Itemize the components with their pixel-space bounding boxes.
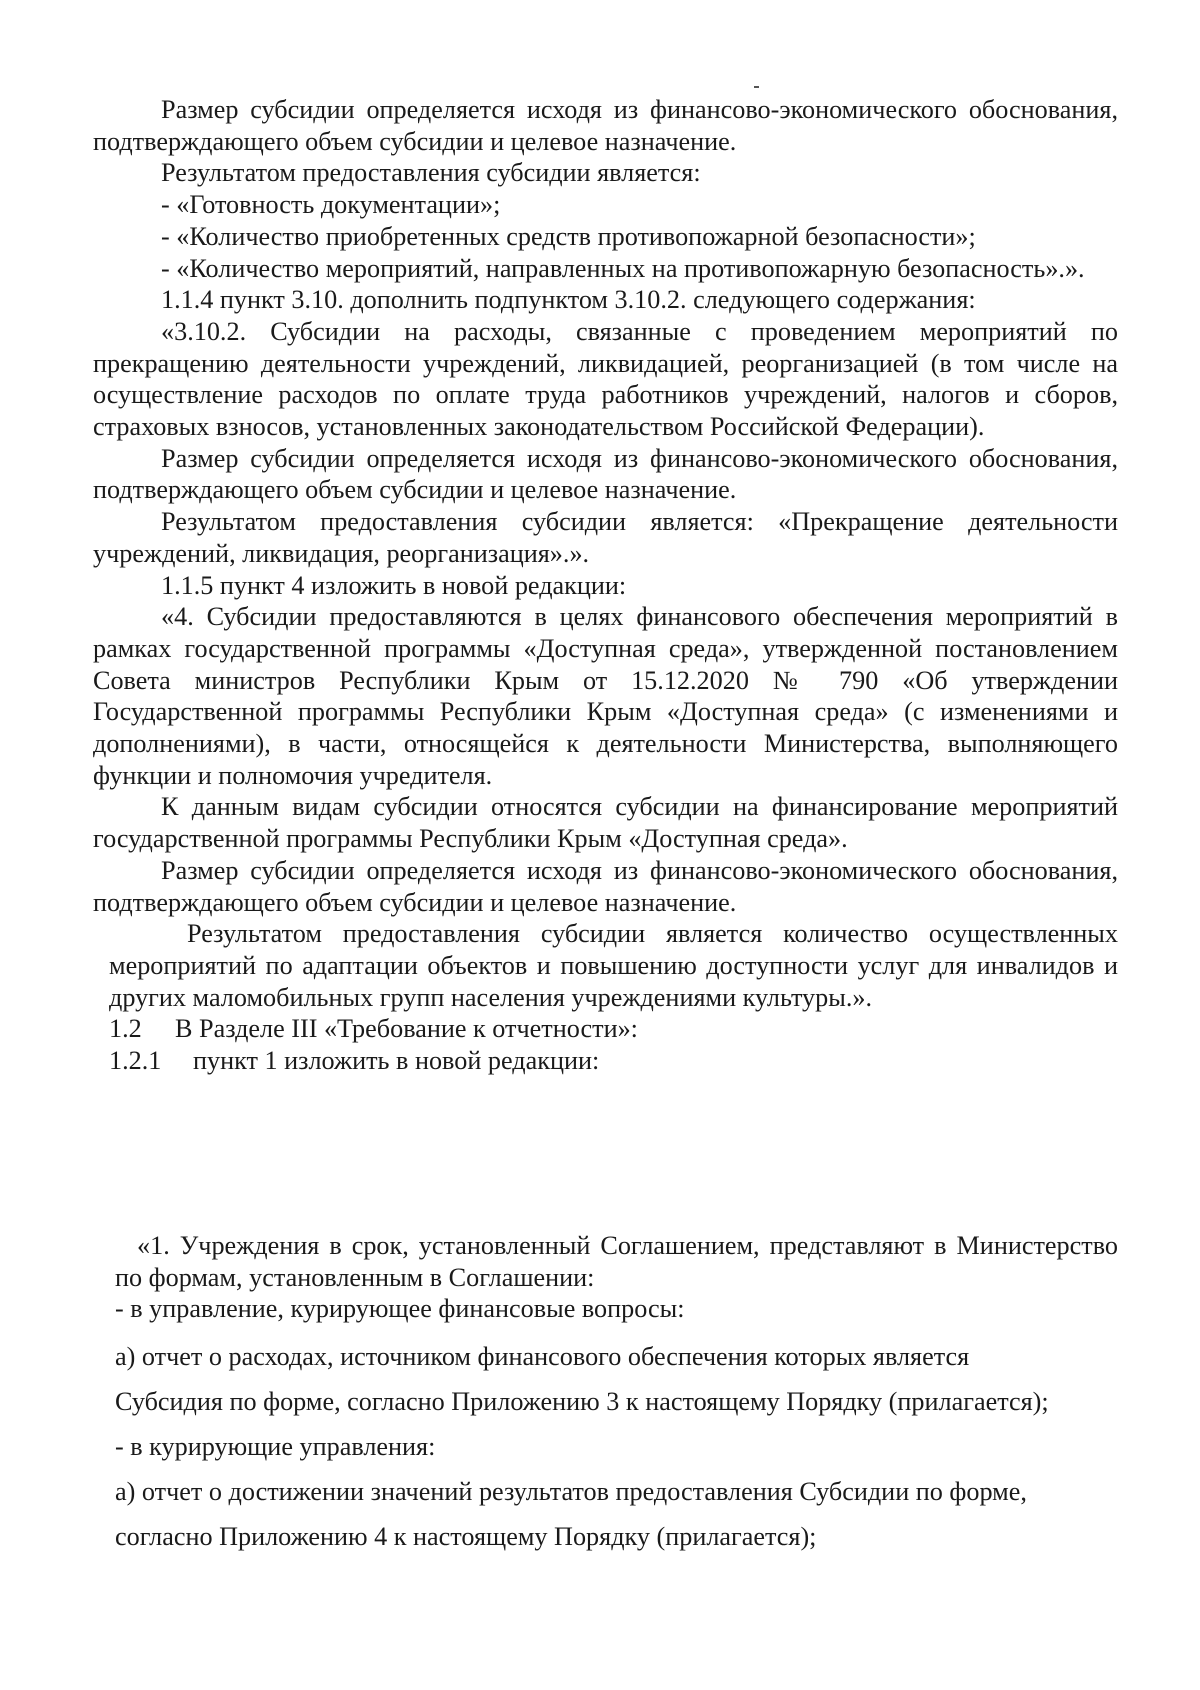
section-number: 1.2: [109, 1014, 142, 1044]
text-block-bottom: [115, 1230, 1118, 1325]
list-item: - «Готовность документации»;: [161, 190, 501, 220]
text-block-reports: [115, 1334, 1118, 1559]
section-title: В Разделе III «Требование к отчетности»:: [175, 1014, 638, 1044]
paragraph: Размер субсидии определяется исходя из финансово-экономического обоснования, подтверждающего объем субсидии и целевое назначение.: [93, 443, 1118, 505]
paragraph: «1. Учреждения в срок, установленный Соглашением, представляют в Министерство по формам, установленным в Соглашении:: [115, 1231, 1118, 1292]
subsection-title: пункт 1 изложить в новой редакции:: [193, 1046, 600, 1076]
list-item: а) отчет о достижении значений результатов предоставления Субсидии по форме, согласно Приложению 4 к настоящему Порядку (прилагается);: [115, 1477, 1027, 1551]
list-item: - «Количество мероприятий, направленных на противопожарную безопасность».».: [161, 253, 1085, 283]
paragraph: 1.1.4 пункт 3.10. дополнить подпунктом 3.10.2. следующего содержания:: [161, 285, 976, 315]
section-heading: [93, 1013, 1118, 1045]
subsection-number: 1.2.1: [109, 1046, 162, 1076]
paragraph: Результатом предоставления субсидии является:: [161, 158, 701, 188]
text-block-top: [93, 94, 1118, 1077]
paragraph: К данным видам субсидии относятся субсидии на финансирование мероприятий государственной программы Республики Крым «Доступная среда».: [93, 792, 1118, 854]
paragraph: Размер субсидии определяется исходя из финансово-экономического обоснования, подтверждающего объем субсидии и целевое назначение.: [93, 855, 1118, 917]
paragraph: «3.10.2. Субсидии на расходы, связанные с проведением мероприятий по прекращению деятельности учреждений, ликвидацией, реорганизацией (в том числе на осуществление расходов по оплате труда работников учреждений, налогов и сборов, страховых взносов, установленных законодательством Российской Федерации).: [93, 316, 1118, 442]
paragraph: «4. Субсидии предоставляются в целях финансового обеспечения мероприятий в рамках государственной программы «Доступная среда», утвержденной постановлением Совета министров Республики Крым от 15.12.2020 № 790 «Об утверждении Государственной программы Республики Крым «Доступная среда» (с изменениями и дополнениями), в части, относящейся к деятельности Министерства, выполняющего функции и полномочия учредителя.: [93, 602, 1118, 790]
list-item: а) отчет о расходах, источником финансового обеспечения которых является Субсидия по форме, согласно Приложению 3 к настоящему Порядку (прилагается);: [115, 1342, 1049, 1416]
paragraph: Результатом предоставления субсидии является количество осуществленных мероприятий по адаптации объектов и повышению доступности услуг для инвалидов и других маломобильных групп населения учреждениями культуры.».: [109, 919, 1118, 1012]
paragraph: Результатом предоставления субсидии является: «Прекращение деятельности учреждений, ликвидация, реорганизация».».: [93, 507, 1118, 568]
scan-mark: [754, 86, 759, 88]
paragraph: 1.1.5 пункт 4 изложить в новой редакции:: [161, 570, 627, 600]
subsection-heading: [93, 1045, 1118, 1077]
list-item: - в управление, курирующее финансовые вопросы:: [115, 1294, 685, 1324]
paragraph: Размер субсидии определяется исходя из финансово-экономического обоснования, подтверждающего объем субсидии и целевое назначение.: [93, 95, 1118, 156]
list-item: - «Количество приобретенных средств противопожарной безопасности»;: [161, 221, 976, 251]
list-item: - в курирующие управления:: [115, 1432, 436, 1461]
